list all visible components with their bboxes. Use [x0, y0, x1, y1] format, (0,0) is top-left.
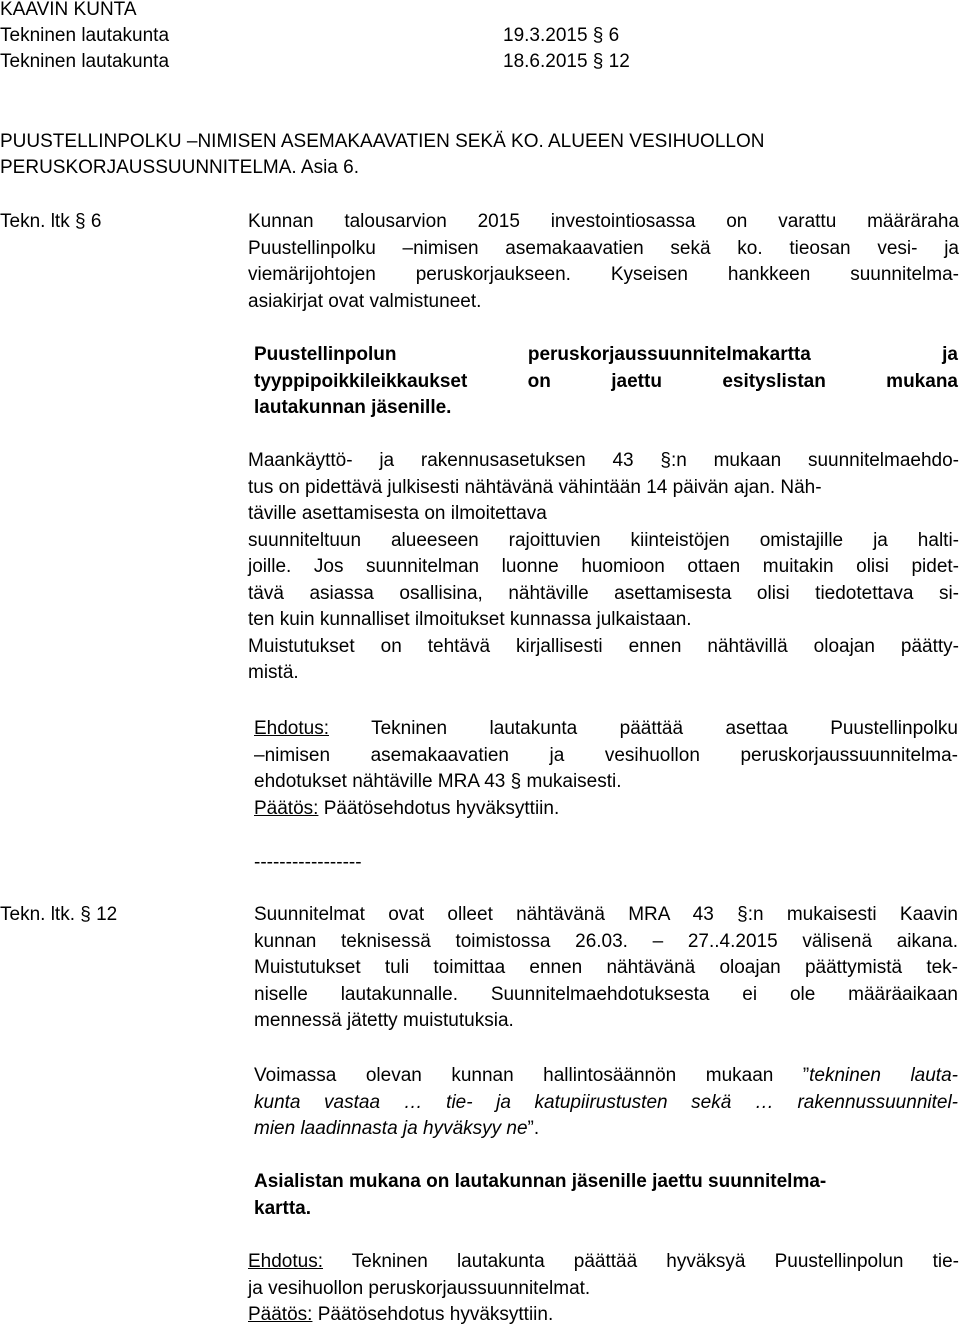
text-line: Puustellinpolun peruskorjaussuunnitelmakartta ja	[254, 344, 958, 365]
paragraph-regulation	[248, 448, 959, 687]
text-line: tus on pidettävä julkisesti nähtävänä vähintään 14 päivän ajan. Näh-	[248, 476, 822, 498]
quote-text: kunta vastaa … tie- ja katupiirustusten sekä … rakennussuunnitel-	[254, 1091, 958, 1113]
separator: -----------------	[254, 852, 362, 873]
paragraph-budget	[248, 209, 959, 315]
paragraph-distributed-map	[254, 342, 958, 422]
committee-name-1: Tekninen lautakunta	[0, 25, 170, 46]
decision-text: Päätösehdotus hyväksyttiin.	[312, 1304, 554, 1325]
text-line: viemärijohtojen peruskorjaukseen. Kyseisen hankkeen suunnitelma-	[248, 264, 959, 285]
proposal-label: Ehdotus:	[248, 1251, 323, 1272]
text-line: ja vesihuollon peruskorjaussuunnitelmat.	[248, 1277, 591, 1299]
proposal-section-2	[248, 1249, 959, 1329]
text-line: Asialistan mukana on lautakunnan jäsenille jaettu suunnitelma-	[254, 1171, 827, 1192]
text-line: –nimisen asemakaavatien ja vesihuollon peruskorjaussuunnitelma-	[254, 744, 958, 766]
text-line: kartta.	[254, 1197, 312, 1219]
quote-text: tekninen lauta-	[809, 1065, 958, 1086]
text-line: ehdotukset nähtäville MRA 43 § mukaisesti.	[254, 771, 622, 792]
text-line: Tekninen lautakunta päättää hyväksyä Puustellinpolun tie-	[323, 1251, 959, 1272]
text-line: ten kuin kunnalliset ilmoitukset kunnassa julkaistaan.	[248, 609, 692, 630]
text-line: Muistutukset tuli toimittaa ennen nähtävänä oloajan päättymistä tek-	[254, 957, 958, 978]
text-line: Puustellinpolku –nimisen asemakaavatien sekä ko. tieosan vesi- ja	[248, 237, 959, 259]
page-title-line-2: PERUSKORJAUSSUUNNITELMA. Asia 6.	[0, 157, 359, 178]
text-line: Tekninen lautakunta päättää asettaa Puustellinpolku	[329, 718, 958, 739]
quote-text: mien laadinnasta ja hyväksyy ne	[254, 1118, 528, 1139]
text-line: mennessä jätetty muistutuksia.	[254, 1010, 514, 1031]
text-line: Kunnan talousarvion 2015 investointiosassa on varattu määräraha	[248, 211, 959, 232]
text-line: Voimassa olevan kunnan hallintosäännön mukaan ”	[254, 1065, 810, 1086]
paragraph-distributed-plan	[254, 1169, 958, 1222]
text-line: ”.	[527, 1118, 540, 1139]
meeting-date-2: 18.6.2015 § 12	[503, 51, 630, 72]
text-line: lautakunnan jäsenille.	[254, 397, 452, 418]
text-line: asiakirjat ovat valmistuneet.	[248, 290, 482, 312]
section-label-tekn-ltk-12: Tekn. ltk. § 12	[0, 904, 118, 925]
text-line: niselle lautakunnalle. Suunnitelmaehdotuksesta ei ole määräaikaan	[254, 983, 958, 1005]
organization-name: KAAVIN KUNTA	[0, 0, 137, 20]
paragraph-administrative-rule	[254, 1063, 958, 1143]
text-line: joille. Jos suunnitelman luonne huomioon ottaen muitakin olisi pidet-	[248, 556, 959, 577]
text-line: Muistutukset on tehtävä kirjallisesti ennen nähtävillä oloajan päätty-	[248, 635, 959, 657]
committee-name-2: Tekninen lautakunta	[0, 51, 170, 72]
proposal-label: Ehdotus:	[254, 718, 329, 739]
text-line: mistä.	[248, 662, 299, 683]
text-line: Suunnitelmat ovat olleet nähtävänä MRA 43 §:n mukaisesti Kaavin	[254, 904, 958, 925]
text-line: suunniteltuun alueeseen rajoittuvien kiinteistöjen omistajille ja halti-	[248, 529, 959, 551]
meeting-date-1: 19.3.2015 § 6	[503, 25, 620, 46]
text-line: Maankäyttö- ja rakennusasetuksen 43 §:n mukaan suunnitelmaehdo-	[248, 450, 959, 471]
page-title: PUUSTELLINPOLKU –NIMISEN ASEMAKAAVATIEN SEKÄ KO. ALUEEN VESIHUOLLON	[0, 131, 765, 152]
decision-label: Päätös:	[248, 1304, 313, 1325]
text-line: täville asettamisesta on ilmoitettava	[248, 503, 547, 524]
proposal-section-1	[254, 716, 958, 822]
section-label-tekn-ltk-6: Tekn. ltk § 6	[0, 211, 102, 232]
text-line: tyyppipoikkileikkaukset on jaettu esityslistan mukana	[254, 370, 958, 392]
text-line: kunnan teknisessä toimistossa 26.03. – 27..4.2015 välisenä aikana.	[254, 930, 958, 952]
decision-text: Päätösehdotus hyväksyttiin.	[318, 797, 560, 819]
paragraph-display-period	[254, 902, 958, 1035]
text-line: tävä asiassa osallisina, nähtäville asettamisesta olisi tiedotettava si-	[248, 582, 959, 604]
decision-label: Päätös:	[254, 797, 319, 819]
